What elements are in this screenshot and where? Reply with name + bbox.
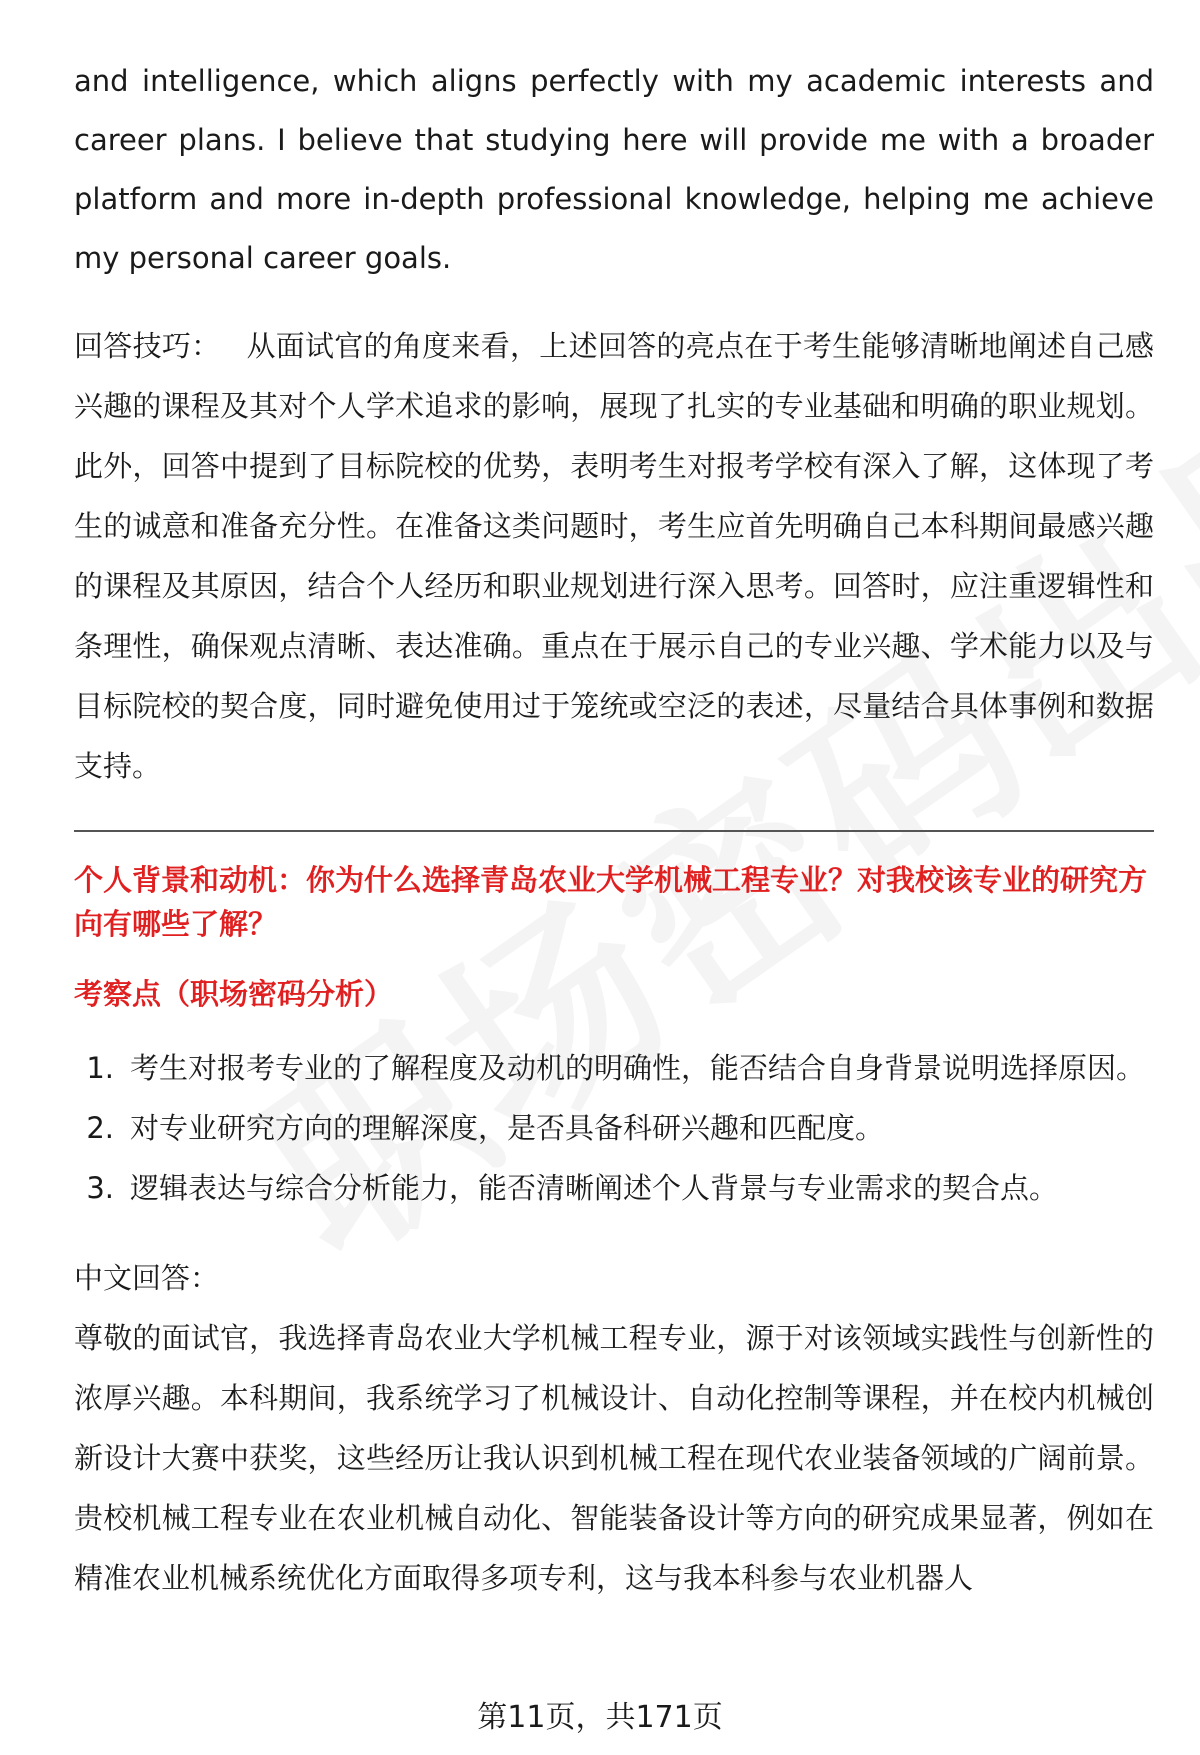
page-number-footer: 第11页，共171页	[477, 1700, 723, 1735]
chinese-answer-label: 中文回答：	[74, 1261, 220, 1295]
answer-tips-paragraph	[74, 316, 1154, 796]
list-item-text: 对专业研究方向的理解深度，是否具备科研兴趣和匹配度。	[130, 1111, 885, 1145]
assessment-points-list	[74, 1038, 1154, 1218]
page-content	[74, 52, 1154, 1608]
list-item	[74, 1158, 1154, 1218]
answer-tips-text: 从面试官的角度来看，上述回答的亮点在于考生能够清晰地阐述自己感兴趣的课程及其对个人学术追求的影响，展现了扎实的专业基础和明确的职业规划。此外，回答中提到了目标院校的优势，表明考生对报考学校有深入了解，这体现了考生的诚意和准备充分性。在准备这类问题时，考生应首先明确自己本科期间最感兴趣的课程及其原因，结合个人经历和职业规划进行深入思考。回答时，应注重逻辑性和条理性，确保观点清晰、表达准确。重点在于展示自己的专业兴趣、学术能力以及与目标院校的契合度，同时避免使用过于笼统或空泛的表述，尽量结合具体事例和数据支持。	[74, 329, 1154, 783]
chinese-answer-text: 尊敬的面试官，我选择青岛农业大学机械工程专业，源于对该领域实践性与创新性的浓厚兴趣。本科期间，我系统学习了机械设计、自动化控制等课程，并在校内机械创新设计大赛中获奖，这些经历让我认识到机械工程在现代农业装备领域的广阔前景。贵校机械工程专业在农业机械自动化、智能装备设计等方向的研究成果显著，例如在精准农业机械系统优化方面取得多项专利，这与我本科参与农业机器人	[74, 1321, 1154, 1595]
assessment-points-heading: 考察点（职场密码分析）	[74, 977, 394, 1011]
list-item	[74, 1098, 1154, 1158]
answer-tips-label: 回答技巧：	[74, 329, 221, 363]
list-item	[74, 1038, 1154, 1098]
section-divider	[74, 830, 1154, 832]
list-item-text: 考生对报考专业的了解程度及动机的明确性，能否结合自身背景说明选择原因。	[130, 1051, 1146, 1085]
list-item-number: 2.	[86, 1111, 114, 1145]
english-answer-continuation: and intelligence, which aligns perfectly with my academic interests and career plans. I believe that studying here will provide me with a broader platform and more in-depth professional knowledge, helping me achieve my personal career goals.	[74, 64, 1154, 275]
question-title: 个人背景和动机：你为什么选择青岛农业大学机械工程专业？对我校该专业的研究方向有哪些了解？	[74, 863, 1148, 941]
list-item-number: 1.	[86, 1051, 114, 1085]
list-item-text: 逻辑表达与综合分析能力，能否清晰阐述个人背景与专业需求的契合点。	[130, 1171, 1059, 1205]
list-item-number: 3.	[86, 1171, 114, 1205]
